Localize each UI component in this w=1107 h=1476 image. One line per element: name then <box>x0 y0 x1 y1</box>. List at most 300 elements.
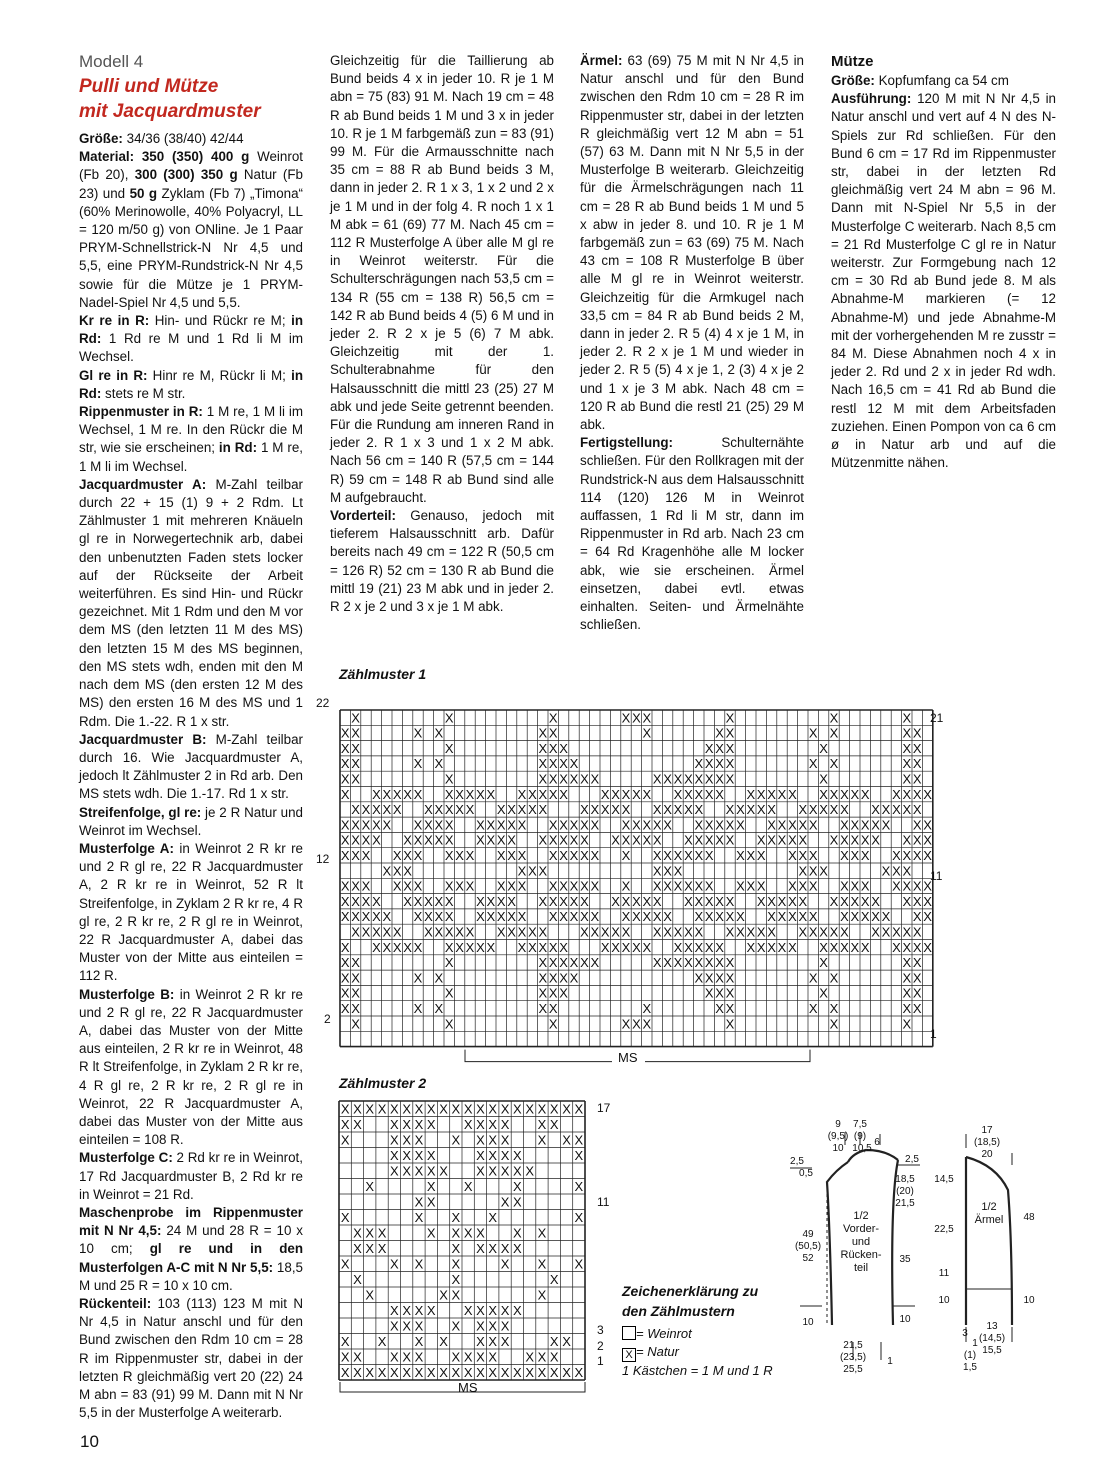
chart2-cell-x: X <box>476 1334 485 1349</box>
chart1-cell-x: X <box>361 893 371 909</box>
chart1-cell-x: X <box>621 848 631 863</box>
svg-text:(9,5): (9,5) <box>827 1131 849 1142</box>
chart1-cell-x: X <box>507 832 516 848</box>
chart1-cell-x: X <box>403 893 412 909</box>
chart2-cell-x: X <box>414 1334 424 1349</box>
chart1-cell-x: X <box>455 786 464 802</box>
chart2-cell-x: X <box>562 1334 571 1349</box>
chart2-cell-x: X <box>537 1101 547 1117</box>
chart1-cell-x: X <box>486 939 496 955</box>
chart2-cell-x: X <box>451 1365 461 1380</box>
chart2-cell-x: X <box>500 1117 510 1132</box>
chart1-cell-x: X <box>569 832 579 848</box>
chart1-cell-x: X <box>652 893 662 909</box>
chart1-cell-x: X <box>434 893 444 909</box>
chart1-cell-x: X <box>538 802 548 818</box>
chart1-cell-x: X <box>455 924 464 940</box>
chart2-cell-x: X <box>476 1303 485 1318</box>
chart1-cell-x: X <box>663 909 672 925</box>
chart1-cell-x: X <box>652 771 662 787</box>
chart1-cell-x: X <box>413 848 423 863</box>
chart1-cell-x: X <box>767 924 776 940</box>
chart1-cell-x: X <box>611 939 620 955</box>
chart2-cell-x: X <box>476 1117 485 1132</box>
chart1-cell-x: X <box>746 802 756 818</box>
chart1-cell-x: X <box>444 740 454 756</box>
chart1-cell-x: X <box>912 725 922 741</box>
chart2-cell-x: X <box>488 1349 498 1365</box>
chart1-cell-x: X <box>798 832 808 848</box>
chart2-cell-x: X <box>525 1101 534 1117</box>
chart1-cell-x: X <box>663 924 672 940</box>
chart2-cell-x: X <box>537 1287 547 1303</box>
chart1-cell-x: X <box>569 893 579 909</box>
chart1-cell-x: X <box>507 893 516 909</box>
chart2-cell-x: X <box>426 1194 436 1210</box>
svg-text:10: 10 <box>938 1295 950 1306</box>
svg-text:(18,5): (18,5) <box>973 1137 1001 1148</box>
chart1-cell-x: X <box>788 817 797 833</box>
chart1-cell-x: X <box>611 802 620 818</box>
body-label-3: und <box>851 1236 871 1248</box>
chart2-cell-x: X <box>426 1303 436 1318</box>
chart1-cell-x: X <box>621 832 631 848</box>
chart2-cell-x: X <box>513 1163 522 1179</box>
svg-text:6: 6 <box>874 1137 880 1148</box>
chart2-cell-x: X <box>390 1256 399 1272</box>
chart1-cell-x: X <box>808 848 818 863</box>
svg-text:1: 1 <box>887 1356 893 1367</box>
chart1-cell-x: X <box>351 970 360 986</box>
chart1-cell-x: X <box>569 955 579 971</box>
chart1-cell-x: X <box>663 863 672 879</box>
chart1-cell-x: X <box>746 924 756 940</box>
chart2-cell-x: X <box>414 1256 424 1272</box>
chart1-cell-x: X <box>756 939 766 955</box>
chart1-cell-x: X <box>621 924 631 940</box>
chart1-cell-x: X <box>725 909 735 925</box>
chart1-cell-x: X <box>382 909 392 925</box>
chart1-cell-x: X <box>808 970 818 986</box>
chart1-cell-x: X <box>444 939 454 955</box>
col1-paragraph: Musterfolge A: in Weinrot 2 R kr re und 2 R gl re, 22 R Jacquardmuster A, 2 R kr re in Weinrot, 52 R lt Streifenfolge, in Zyklam 2 R kr re, 4 R gl re, 2 R kr re, 2 R gl re in Weinrot, 22 R Jacquardmuster A, dabei das Muster von der Mitte aus einteilen = 112 R. <box>79 840 303 984</box>
chart1-cell-x: X <box>642 909 652 925</box>
chart1-cell-x: X <box>569 817 579 833</box>
svg-text:3: 3 <box>962 1328 968 1339</box>
column-1-text <box>79 130 303 1422</box>
chart1-cell-x: X <box>569 771 579 787</box>
chart1-cell-x: X <box>507 848 516 863</box>
chart1-cell-x: X <box>600 802 610 818</box>
chart2-cell-x: X <box>390 1303 399 1318</box>
chart1-cell-x: X <box>673 924 683 940</box>
chart1-cell-x: X <box>902 710 912 726</box>
chart2-cell-x: X <box>426 1163 436 1179</box>
chart2-cell-x: X <box>537 1349 547 1365</box>
chart2-cell-x: X <box>476 1318 485 1334</box>
chart1-cell-x: X <box>704 878 714 894</box>
chart1-cell-x: X <box>850 832 860 848</box>
chart1-cell-x: X <box>684 771 693 787</box>
chart2-cell-x: X <box>365 1225 375 1241</box>
svg-text:11: 11 <box>938 1268 950 1279</box>
chart1-cell-x: X <box>382 939 392 955</box>
svg-text:48: 48 <box>1023 1212 1035 1223</box>
svg-text:13: 13 <box>986 1321 998 1332</box>
chart1-cell-x: X <box>548 771 558 787</box>
svg-text:0,5: 0,5 <box>799 1168 813 1179</box>
chart2-cell-x: X <box>451 1101 461 1117</box>
chart2-cell-x: X <box>574 1132 584 1148</box>
chart1-cell-x: X <box>434 1001 444 1016</box>
chart2-cell-x: X <box>463 1117 473 1132</box>
chart1-cell-x: X <box>829 1001 839 1016</box>
chart2-cell-x: X <box>500 1365 510 1380</box>
chart1-cell-x: X <box>340 756 350 772</box>
chart1-cell-x: X <box>517 878 527 894</box>
chart1-row11: 11 <box>930 869 943 883</box>
chart1-cell-x: X <box>548 848 558 863</box>
chart1-cell-x: X <box>684 955 693 971</box>
col3-paragraph: Fertigstellung: Schulternähte schließen. Für den Rollkragen mit der Rundstrick-N aus dem Halsausschnitt 114 (120) 126 M in Weinrot auffassen, 1 Rd li M str, dann im Rippenmuster in Rd arb. Nach 23 cm = 64 Rd Kragenhöhe alle M locker abk, wie sie erscheinen. Ärmel einsetzen, dabei evtl. etwas einhalten. Seiten- und Ärmelnähte schließen. <box>580 435 804 633</box>
chart1-cell-x: X <box>621 786 631 802</box>
chart1-cell-x: X <box>372 802 381 818</box>
chart1-cell-x: X <box>694 756 704 772</box>
chart1-cell-x: X <box>819 955 828 971</box>
chart1-cell-x: X <box>840 878 849 894</box>
chart1-cell-x: X <box>892 863 901 879</box>
chart1-cell-x: X <box>923 817 932 833</box>
chart1-cell-x: X <box>580 771 589 787</box>
chart1-cell-x: X <box>548 939 558 955</box>
chart1-cell-x: X <box>860 786 870 802</box>
chart1-cell-x: X <box>465 939 475 955</box>
chart2-cell-x: X <box>488 1163 498 1179</box>
chart2-cell-x: X <box>500 1256 510 1272</box>
chart1-cell-x: X <box>819 771 828 787</box>
chart2-cell-x: X <box>488 1148 498 1163</box>
chart1-cell-x: X <box>621 1016 631 1032</box>
col2-paragraph: Gleichzeitig für die Taillierung ab Bund beids 4 x in jeder 10. R je 1 M abn = 75 (83) 91 M. Nach 19 cm = 48 R ab Bund beids 1 M und 3 x in jeder 10. R je 1 M farbgemäß zun = 83 (91) 99 M. Für die Armausschnitte nach 35 cm = 88 R ab Bund beids 3 M, dann in jeder 2. R 1 x 3, 1 x 2 und 2 x je 1 M und in der folg 4. R noch 1 x 1 M abk = 61 (69) 77 M. Nach 45 cm = 112 R Musterfolge A über alle M gl re in Weinrot weiterstr. Für die Schulterschrägungen nach 53,5 cm = 134 R (55 cm = 138 R) 56,5 cm = 142 R ab Bund beids 4 (5) 6 M und in jeder 2. R 2 x je 5 (6) 7 M abk. Gleichzeitig mit der 1. Schulterabnahme für den Halsausschnitt die mittl 23 (25) 27 M abk und jede Seite getrennt beenden. Für die Rundung am inneren Rand in jeder 2. R 1 x 3 und 1 x 2 M abk. Nach 56 cm = 140 R (57,5 cm = 144 R) 59 cm = 148 R ab Bund sind alle M aufgebraucht. <box>330 53 554 505</box>
chart1-cell-x: X <box>715 955 724 971</box>
svg-text:10: 10 <box>1023 1295 1035 1306</box>
chart1-cell-x: X <box>923 939 932 955</box>
legend-weinrot: = Weinrot <box>622 1325 773 1343</box>
chart1-cell-x: X <box>829 710 839 726</box>
chart1-cell-x: X <box>611 924 620 940</box>
chart1-cell-x: X <box>912 924 922 940</box>
chart1-row21: 21 <box>930 711 944 725</box>
body-label-2: Vorder- <box>842 1223 880 1235</box>
chart1-cell-x: X <box>538 955 548 971</box>
chart1-cell-x: X <box>413 970 423 986</box>
chart1-cell-x: X <box>559 848 568 863</box>
chart1-cell-x: X <box>413 756 423 772</box>
chart1-cell-x: X <box>840 802 849 818</box>
chart1-cell-x: X <box>860 848 870 863</box>
svg-text:10: 10 <box>899 1314 911 1325</box>
col1-paragraph: Rückenteil: 103 (113) 123 M mit N Nr 4,5 in Natur anschl und für den Bund zwischen den Rdm 10 cm = 28 R im Rippenmuster str, dabei in der letzten R gleichmäßig vert 20 (22) 24 M abn = 83 (91) 99 M. Dann mit N Nr 5,5 in der Musterfolge A weiterarb. <box>79 1296 303 1421</box>
chart1-cell-x: X <box>663 802 672 818</box>
chart1-cell-x: X <box>413 893 423 909</box>
chart1-cell-x: X <box>351 756 360 772</box>
chart1-cell-x: X <box>808 1001 818 1016</box>
chart1-cell-x: X <box>902 955 912 971</box>
svg-text:1: 1 <box>972 1338 978 1349</box>
chart2-cell-x: X <box>439 1334 448 1349</box>
chart1-cell-x: X <box>486 909 496 925</box>
chart2-repeat-label: MS <box>458 1380 478 1395</box>
chart1-cell-x: X <box>725 771 735 787</box>
chart1-cell-x: X <box>548 1001 558 1016</box>
chart1-cell-x: X <box>632 817 641 833</box>
chart2-cell-x: X <box>377 1101 387 1117</box>
chart1-cell-x: X <box>819 863 828 879</box>
muetze-heading: Mütze <box>831 53 874 70</box>
chart1-cell-x: X <box>465 786 475 802</box>
chart2-cell-x: X <box>402 1132 411 1148</box>
chart1-cell-x: X <box>496 893 506 909</box>
chart1-cell-x: X <box>351 832 360 848</box>
chart1-cell-x: X <box>756 802 766 818</box>
col1-paragraph: Rippenmuster in R: 1 M re, 1 M li im Wechsel, 1 M re. In den Rückr die M str, wie sie erscheinen; in Rd: 1 M re, 1 M li im Wechsel. <box>79 404 303 474</box>
chart1-cell-x: X <box>912 985 922 1001</box>
chart2-cell-x: X <box>488 1101 498 1117</box>
chart1-cell-x: X <box>715 939 724 955</box>
chart1-cell-x: X <box>538 893 548 909</box>
chart1-cell-x: X <box>548 1016 558 1032</box>
svg-text:9: 9 <box>835 1119 841 1130</box>
chart1-cell-x: X <box>694 771 704 787</box>
chart1-cell-x: X <box>871 924 880 940</box>
chart1-cell-x: X <box>476 909 485 925</box>
chart1-cell-x: X <box>559 955 568 971</box>
chart1-cell-x: X <box>496 878 506 894</box>
chart1-cell-x: X <box>476 817 485 833</box>
chart1-cell-x: X <box>829 970 839 986</box>
chart2-cell-x: X <box>476 1225 485 1241</box>
chart1-cell-x: X <box>392 878 402 894</box>
chart1-cell-x: X <box>819 802 828 818</box>
chart1-cell-x: X <box>923 909 932 925</box>
chart1-cell-x: X <box>538 771 548 787</box>
chart1-cell-x: X <box>923 786 932 802</box>
chart1-cell-x: X <box>517 802 527 818</box>
chart1-cell-x: X <box>736 802 745 818</box>
chart1-cell-x: X <box>444 848 454 863</box>
chart1-cell-x: X <box>580 832 589 848</box>
chart1-cell-x: X <box>434 725 444 741</box>
chart2-cell-x: X <box>476 1163 485 1179</box>
chart1-cell-x: X <box>819 985 828 1001</box>
chart2-cell-x: X <box>340 1117 350 1132</box>
chart2-cell-x: X <box>414 1194 424 1210</box>
chart2-cell-x: X <box>500 1334 510 1349</box>
chart1-cell-x: X <box>860 939 870 955</box>
chart2-cell-x: X <box>488 1117 498 1132</box>
body-label-4: Rücken- <box>840 1249 882 1261</box>
svg-text:52: 52 <box>802 1253 814 1264</box>
chart1-cell-x: X <box>788 939 797 955</box>
chart1-cell-x: X <box>496 848 506 863</box>
svg-text:18,5: 18,5 <box>895 1174 915 1185</box>
chart1-cell-x: X <box>892 939 901 955</box>
chart1-cell-x: X <box>694 955 704 971</box>
chart1-cell-x: X <box>704 771 714 787</box>
chart1-cell-x: X <box>517 817 527 833</box>
chart1-cell-x: X <box>632 909 641 925</box>
chart1-cell-x: X <box>871 893 880 909</box>
chart1-cell-x: X <box>902 985 912 1001</box>
chart1-cell-x: X <box>871 909 880 925</box>
chart1-cell-x: X <box>850 909 860 925</box>
chart1-cell-x: X <box>704 939 714 955</box>
chart1-cell-x: X <box>725 955 735 971</box>
chart1-cell-x: X <box>496 802 506 818</box>
chart1-cell-x: X <box>902 970 912 986</box>
chart1-cell-x: X <box>528 802 537 818</box>
svg-text:10: 10 <box>802 1317 814 1328</box>
chart1-cell-x: X <box>704 786 714 802</box>
chart1-cell-x: X <box>507 878 516 894</box>
chart1-cell-x: X <box>548 893 558 909</box>
chart1-cell-x: X <box>715 725 724 741</box>
chart1-cell-x: X <box>382 817 392 833</box>
chart2-cell-x: X <box>476 1101 485 1117</box>
chart2-cell-x: X <box>402 1318 411 1334</box>
chart1-cell-x: X <box>507 924 516 940</box>
chart1-cell-x: X <box>351 878 360 894</box>
chart2-cell-x: X <box>463 1303 473 1318</box>
chart2-cell-x: X <box>377 1241 387 1256</box>
chart1-cell-x: X <box>528 786 537 802</box>
chart2-cell-x: X <box>390 1148 399 1163</box>
chart2-cell-x: X <box>426 1225 436 1241</box>
chart2-cell-x: X <box>353 1101 362 1117</box>
chart2-cell-x: X <box>353 1117 362 1132</box>
chart1-cell-x: X <box>725 740 735 756</box>
chart1-cell-x: X <box>746 939 756 955</box>
chart1-cell-x: X <box>860 878 870 894</box>
chart1-cell-x: X <box>642 939 652 955</box>
chart1-cell-x: X <box>777 939 787 955</box>
chart1-cell-x: X <box>392 802 402 818</box>
chart1-cell-x: X <box>340 939 350 955</box>
chart1-cell-x: X <box>476 893 485 909</box>
chart1-cell-x: X <box>548 955 558 971</box>
chart2-cell-x: X <box>488 1318 498 1334</box>
chart2-row1: 1 <box>597 1354 604 1368</box>
chart1-cell-x: X <box>902 756 912 772</box>
chart1-cell-x: X <box>871 817 880 833</box>
chart1-cell-x: X <box>361 817 371 833</box>
chart2-cell-x: X <box>488 1241 498 1256</box>
legend <box>622 1281 773 1380</box>
chart1-cell-x: X <box>736 924 745 940</box>
chart1-cell-x: X <box>340 985 350 1001</box>
chart1-cell-x: X <box>413 817 423 833</box>
chart1-cell-x: X <box>850 893 860 909</box>
chart1-cell-x: X <box>860 832 870 848</box>
chart1-cell-x: X <box>808 802 818 818</box>
chart1-cell-x: X <box>465 924 475 940</box>
chart2-cell-x: X <box>402 1101 411 1117</box>
body-label-5: teil <box>853 1262 869 1274</box>
chart1-cell-x: X <box>517 786 527 802</box>
chart1-cell-x: X <box>413 786 423 802</box>
chart1-cell-x: X <box>340 1001 350 1016</box>
chart1-cell-x: X <box>902 1001 912 1016</box>
chart1-cell-x: X <box>652 878 662 894</box>
chart2-cell-x: X <box>513 1303 522 1318</box>
chart1-cell-x: X <box>850 939 860 955</box>
chart2-cell-x: X <box>525 1365 534 1380</box>
col1-paragraph: Musterfolge B: in Weinrot 2 R kr re und 2 R gl re, 22 R Jacquardmuster A, dabei das Muster von der Mitte aus einteilen, 2 R kr re in Weinrot, 48 R lt Streifenfolge, in Zyklam 2 R kr re, 4 R gl re, 2 R kr re, 2 R gl re in Weinrot, 22 R Jacquardmuster A, dabei das Muster von der Mitte aus einteilen = 108 R. <box>79 986 303 1148</box>
chart2-row17: 17 <box>597 1101 611 1115</box>
chart1-cell-x: X <box>528 939 537 955</box>
chart1-cell-x: X <box>538 832 548 848</box>
chart2-row11: 11 <box>597 1195 610 1209</box>
chart1-cell-x: X <box>808 725 818 741</box>
chart1-cell-x: X <box>850 878 860 894</box>
chart1-cell-x: X <box>798 893 808 909</box>
chart2-cell-x: X <box>488 1303 498 1318</box>
chart1-cell-x: X <box>444 802 454 818</box>
chart1-cell-x: X <box>902 878 912 894</box>
chart1-cell-x: X <box>361 832 371 848</box>
chart1-cell-x: X <box>694 939 704 955</box>
chart2-cell-x: X <box>513 1365 522 1380</box>
svg-text:2,5: 2,5 <box>905 1154 919 1165</box>
chart1-cell-x: X <box>829 1016 839 1032</box>
chart1-cell-x: X <box>434 832 444 848</box>
chart1-cell-x: X <box>559 740 568 756</box>
col1-paragraph: Jacquardmuster A: M-Zahl teilbar durch 22 + 15 (1) 9 + 2 Rdm. Lt Zählmuster 1 mit mehreren Knäueln gl re in Norwegertechnik arb, dabei den unbenutzten Faden stets locker auf der Rückseite der Arbeit weiterführen. Es sind Hin- und Rückr gezeichnet. Mit 1 Rdm und den M vor dem MS (den letzten 11 M des MS) den letzten 15 M des MS beginnen, den MS stets wdh, enden mit den M nach dem MS (den ersten 12 M des MS) den ersten 16 M des MS und 1 Rdm. Die 1.-22. R 1 x str. <box>79 476 303 729</box>
legend-title-1: Zeichenerklärung zu <box>622 1283 759 1299</box>
chart1-cell-x: X <box>569 756 579 772</box>
chart1-cell-x: X <box>351 848 360 863</box>
chart1-cell-x: X <box>777 786 787 802</box>
chart2-cell-x: X <box>426 1117 436 1132</box>
chart1-cell-x: X <box>767 893 776 909</box>
model-label: Modell 4 <box>79 52 144 71</box>
chart1-cell-x: X <box>424 817 433 833</box>
chart1-cell-x: X <box>642 786 652 802</box>
chart1-cell-x: X <box>725 832 735 848</box>
chart1-cell-x: X <box>580 848 589 863</box>
chart2-cell-x: X <box>525 1163 534 1179</box>
chart2-cell-x: X <box>463 1225 473 1241</box>
chart1-cell-x: X <box>382 924 392 940</box>
svg-text:49: 49 <box>802 1229 814 1240</box>
chart2-cell-x: X <box>340 1365 350 1380</box>
chart1-cell-x: X <box>652 924 662 940</box>
chart1-cell-x: X <box>902 848 912 863</box>
chart1-cell-x: X <box>704 985 714 1001</box>
chart1-cell-x: X <box>694 848 704 863</box>
svg-text:14,5: 14,5 <box>934 1174 954 1185</box>
chart1-cell-x: X <box>840 909 849 925</box>
chart1-cell-x: X <box>403 863 412 879</box>
chart1-cell-x: X <box>694 909 704 925</box>
chart2-cell-x: X <box>426 1148 436 1163</box>
chart1-cell-x: X <box>538 740 548 756</box>
chart2-cell-x: X <box>562 1101 571 1117</box>
chart2-cell-x: X <box>340 1256 350 1272</box>
chart1-cell-x: X <box>704 832 714 848</box>
chart2-cell-x: X <box>537 1117 547 1132</box>
chart1-cell-x: X <box>403 939 412 955</box>
